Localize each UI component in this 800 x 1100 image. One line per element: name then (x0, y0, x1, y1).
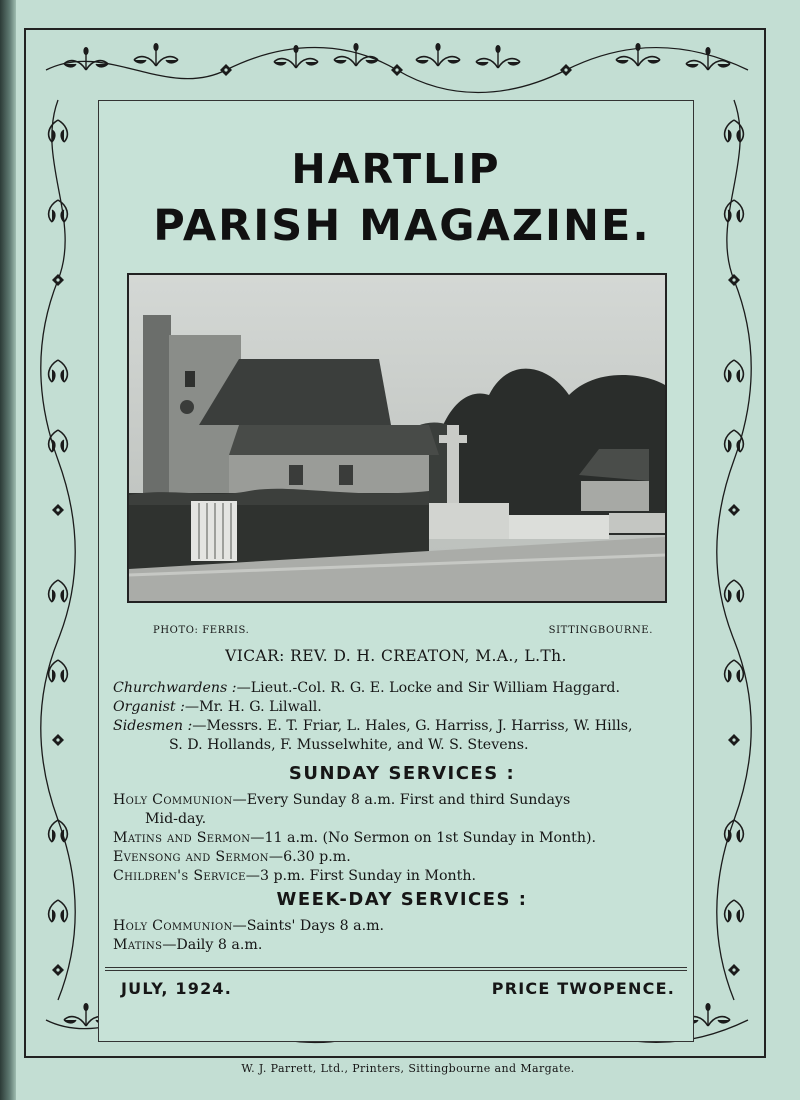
weekday-services-list (113, 917, 693, 955)
service-detail: —Daily 8 a.m. (162, 937, 263, 953)
church-photograph (127, 273, 667, 603)
footer-divider (105, 967, 687, 968)
weekday-services-heading: WEEK-DAY SERVICES : (276, 889, 528, 910)
masthead-title-line-2: PARISH MAGAZINE. (153, 201, 651, 251)
service-detail: —Every Sunday 8 a.m. First and third Sundays (232, 792, 571, 808)
service-detail: Mid-day. (145, 811, 207, 827)
printer-imprint: W. J. Parrett, Ltd., Printers, Sittingbourne and Margate. (241, 1062, 575, 1075)
sidesmen-value: —Messrs. E. T. Friar, L. Hales, G. Harriss, J. Harriss, W. Hills, (192, 718, 633, 734)
service-label: Evensong and Sermon (113, 849, 269, 865)
binding-spine (0, 0, 16, 1100)
service-label: Matins and Sermon (113, 830, 251, 846)
masthead-title-line-1: HARTLIP (291, 145, 501, 193)
churchwardens-value: —Lieut.-Col. R. G. E. Locke and Sir William Haggard. (236, 680, 621, 696)
service-detail: —Saints' Days 8 a.m. (232, 918, 385, 934)
photo-credit-location: SITTINGBOURNE. (548, 625, 653, 636)
service-detail: —6.30 p.m. (268, 849, 351, 865)
service-label: Children's Service (113, 868, 246, 884)
sunday-services-list (113, 791, 693, 886)
footer-divider (105, 970, 687, 971)
organist-value: —Mr. H. G. Lilwall. (184, 699, 322, 715)
service-detail: —11 a.m. (No Sermon on 1st Sunday in Month). (250, 830, 597, 846)
sidesmen-row-continued: S. D. Hollands, F. Musselwhite, and W. S. Stevens. (169, 737, 529, 753)
organist-row (113, 698, 693, 717)
magazine-cover (16, 0, 800, 1100)
service-label: Matins (113, 937, 163, 953)
churchwardens-label: Churchwardens : (113, 680, 237, 696)
service-label: Holy Communion (113, 792, 233, 808)
issue-date: JULY, 1924. (121, 979, 233, 998)
sidesmen-label: Sidesmen : (113, 718, 193, 734)
service-item (113, 936, 693, 955)
issue-price: PRICE TWOPENCE. (491, 979, 675, 998)
service-label: Holy Communion (113, 918, 233, 934)
service-item (113, 810, 693, 829)
content-panel (98, 100, 694, 1042)
service-detail: —3 p.m. First Sunday in Month. (245, 868, 476, 884)
outer-frame (24, 28, 766, 1058)
churchwardens-row (113, 679, 693, 698)
service-item (113, 867, 693, 886)
service-item (113, 791, 693, 810)
service-item (113, 829, 693, 848)
vicar-line: VICAR: REV. D. H. CREATON, M.A., L.Th. (225, 647, 567, 665)
sidesmen-row (113, 717, 693, 736)
service-item (113, 848, 693, 867)
organist-label: Organist : (113, 699, 185, 715)
service-item (113, 917, 693, 936)
photo-credit-photographer: PHOTO: FERRIS. (153, 625, 250, 636)
parish-officers (113, 679, 693, 755)
sunday-services-heading: SUNDAY SERVICES : (288, 763, 516, 784)
